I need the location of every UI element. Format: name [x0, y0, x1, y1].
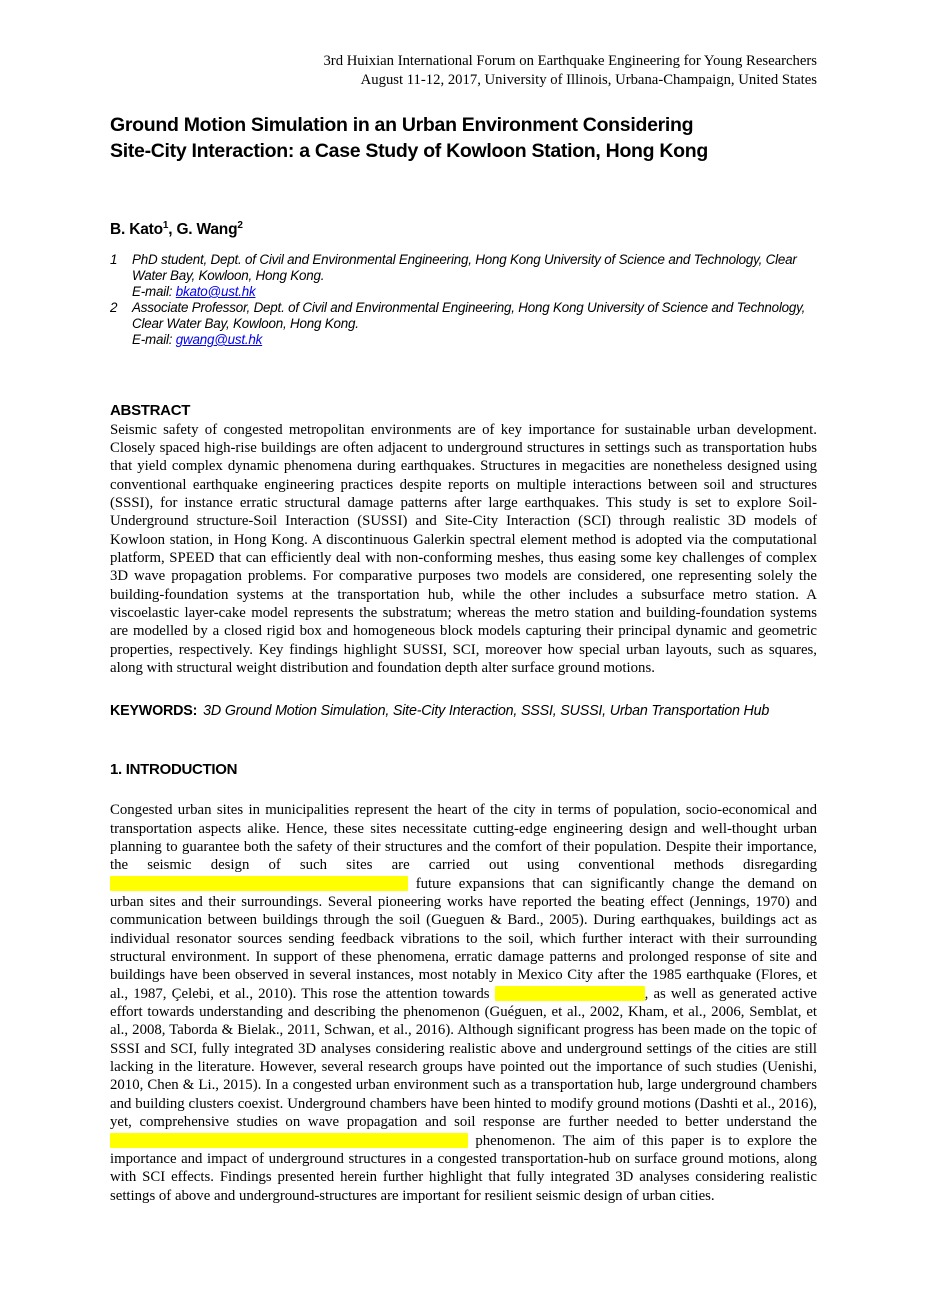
paper-title-line1: Ground Motion Simulation in an Urban Environment Considering [110, 114, 694, 136]
authors-separator: , [168, 221, 177, 238]
conference-date-location: August 11-12, 2017, University of Illinois, Urbana-Champaign, United States [360, 72, 817, 88]
author-2-name: G. Wang [176, 221, 238, 238]
affiliation-2-text: Associate Professor, Dept. of Civil and Environmental Engineering, Hong Kong University of Science and Technology, Clear Water Bay, Kowloon, Hong Kong. [132, 300, 806, 331]
introduction-heading: 1. INTRODUCTION [110, 761, 238, 779]
keywords-text: 3D Ground Motion Simulation, Site-City Interaction, SSSI, SUSSI, Urban Transportation Hub [203, 703, 770, 720]
abstract-text: Seismic safety of congested metropolitan environments are of key importance for sustainable urban development. Closely spaced high-rise buildings are often adjacent to underground structures in settings such as transportation hubs that yield complex dynamic phenomena during earthquakes. Structures in megacities are nonetheless designed using conventional earthquake engineering practices despite reports on multiple interactions between soil and structures (SSSI), for instance erratic structural damage patterns after large earthquakes. This study is set to explore Soil-Underground structure-Soil Interaction (SUSSI) and Site-City Interaction (SCI) through realistic 3D models of Kowloon station, in Hong Kong. A discontinuous Galerkin spectral element method is adopted via the computational platform, SPEED that can efficiently deal with non-conforming meshes, thus easing some key challenges of complex 3D wave propagation problems. For comparative purposes two models are considered, one representing solely the building-foundation systems at the transportation hub, while the other includes a subsurface metro station. A viscoelastic layer-cake model represents the substratum; whereas the metro station and building-foundation systems are modelled by a closed rigid box and homogeneous block models capturing their principal dynamic and geometric properties, respectively. Key findings highlight SUSSI, SCI, moreover how special urban layouts, such as squares, along with structural weight distribution and foundation depth alter surface ground motions. [110, 421, 817, 676]
introduction-text-segment-2: future expansions that can significantly change the demand on urban sites and their surroundings. Several pioneering works have reported the beating effect (Jennings, 1970) and communication between buildings through the soil (Gueguen & Bard., 2005). During earthquakes, buildings act as individual resonator sources sending feedback vibrations to the soil, which further interact with their surrounding structural environment. In support of these phenomena, erratic damage patterns and prolonged response of site and buildings have been observed in several instances, most notably in Mexico City after the 1985 earthquake (Flores, et al., 1987, Çelebi, et al., 2010). This rose the attention towards [110, 875, 817, 1002]
conference-name: 3rd Huixian International Forum on Earthquake Engineering for Young Researchers [323, 53, 817, 69]
affiliation-2-number: 2 [110, 300, 118, 315]
redacted-highlight-1 [110, 876, 408, 891]
redacted-highlight-3 [110, 1133, 468, 1148]
affiliation-item-2 [110, 300, 817, 348]
abstract-heading: ABSTRACT [110, 402, 191, 419]
affiliation-2-email-link[interactable]: gwang@ust.hk [175, 332, 263, 347]
paper-title-line2: Site-City Interaction: a Case Study of Kowloon Station, Hong Kong [110, 140, 709, 162]
affiliation-1-number: 1 [110, 252, 118, 267]
affiliation-2-body [132, 300, 817, 348]
author-1-name: B. Kato [110, 221, 163, 238]
affiliations-list [110, 252, 817, 348]
keywords-line [110, 703, 817, 719]
introduction-text [110, 801, 817, 1205]
affiliation-1-body [132, 252, 817, 300]
affiliation-1-text: PhD student, Dept. of Civil and Environmental Engineering, Hong Kong University of Science and Technology, Clear Water Bay, Kowloon, Hong Kong. [132, 252, 797, 283]
affiliation-1-email-label: E-mail: [132, 284, 176, 299]
author-2-affiliation-marker: 2 [237, 219, 243, 231]
author-1-affiliation-marker: 1 [162, 219, 169, 231]
affiliation-item-1 [110, 252, 817, 300]
conference-header [110, 52, 817, 90]
introduction-text-segment-4: phenomenon. The aim of this paper is to explore the importance and impact of underground structures in a congested transportation-hub on surface ground motions, along with SCI effects. Findings presented herein further highlight that fully integrated 3D analyses considering realistic settings of above and underground-structures are important for resilient seismic design of urban cities. [110, 1132, 817, 1204]
affiliation-2-email-label: E-mail: [132, 332, 176, 347]
keywords-label: KEYWORDS: [110, 703, 198, 720]
introduction-text-segment-3: , as well as generated active effort towards understanding and describing the phenomenon (Guéguen, et al., 2002, Kham, et al., 2006, Semblat, et al., 2008, Taborda & Bielak., 2011, Schwan, et al., 2016). Although significant progress has been made on the topic of SSSI and SCI, fully integrated 3D analyses considering realistic above and underground settings of the cities are still lacking in the literature. However, several research groups have pointed out the importance of such studies (Uenishi, 2010, Chen & Li., 2015). In a congested urban environment such as a transportation hub, large underground chambers and building clusters coexist. Underground chambers have been hinted to modify ground motions (Dashti et al., 2016), yet, comprehensive studies on wave propagation and soil response are further needed to better understand the [110, 985, 817, 1131]
introduction-text-segment-1: Congested urban sites in municipalities represent the heart of the city in terms of population, socio-economical and transportation aspects alike. Hence, these sites necessitate cutting-edge engineering design and well-thought urban planning to guarantee both the safety of their structures and the comfort of their population. Despite their importance, the seismic design of such sites are carried out using conventional methods disregarding [110, 802, 817, 874]
authors-line [110, 221, 817, 239]
affiliation-1-email-link[interactable]: bkato@ust.hk [175, 284, 256, 299]
paper-title [110, 112, 817, 164]
redacted-highlight-2 [495, 986, 645, 1001]
